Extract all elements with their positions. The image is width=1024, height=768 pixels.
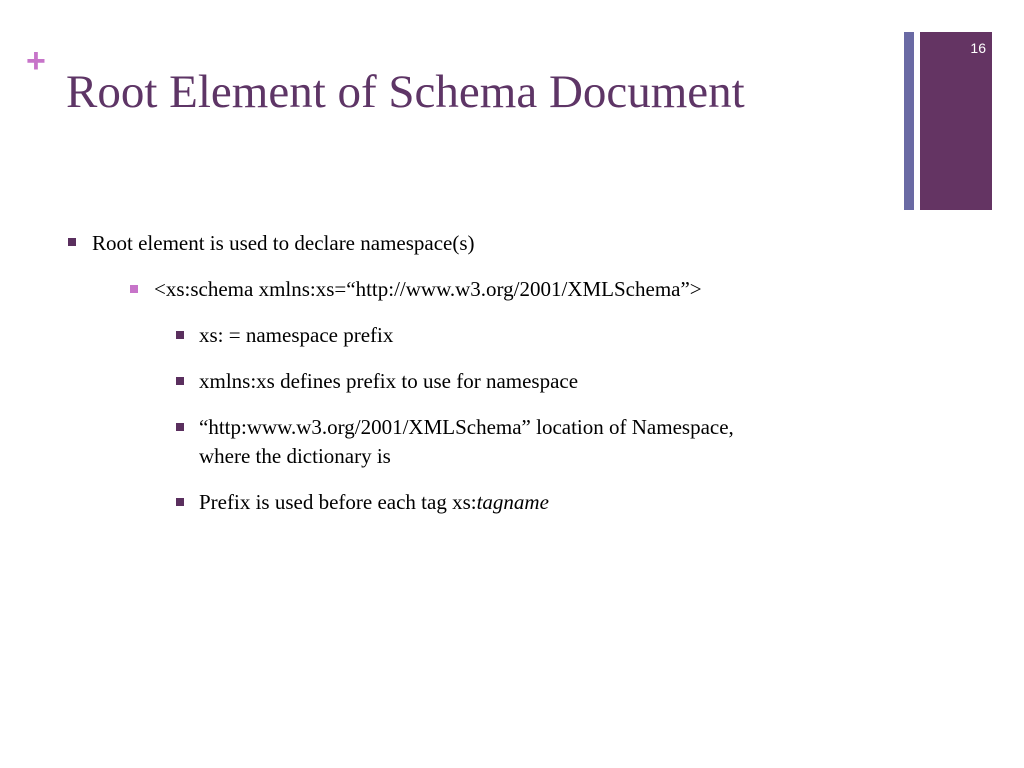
bullet-item-level1	[92, 228, 475, 258]
slide-number: 16	[970, 40, 986, 56]
bullet-text: xmlns:xs defines prefix to use for namespace	[199, 369, 579, 393]
bullet-item-level3-continuation	[199, 441, 391, 471]
bullet-square-icon	[130, 285, 138, 293]
bullet-text: Root element is used to declare namespace(s)	[92, 231, 475, 255]
bullet-square-icon	[176, 377, 184, 385]
bullet-item-level3	[199, 366, 578, 396]
accent-block	[920, 32, 992, 210]
bullet-text: <xs:schema xmlns:xs=“http://www.w3.org/2001/XMLSchema”>	[154, 277, 702, 301]
slide-title: Root Element of Schema Document	[66, 66, 745, 118]
bullet-text-italic: tagname	[476, 490, 549, 514]
bullet-item-level3	[199, 487, 549, 517]
bullet-square-icon	[176, 498, 184, 506]
bullet-item-level3	[199, 412, 734, 442]
bullet-text-line2: where the dictionary is	[199, 444, 391, 468]
bullet-text: xs: = namespace prefix	[199, 323, 394, 347]
bullet-square-icon	[176, 423, 184, 431]
bullet-item-level3	[199, 320, 393, 350]
accent-bar-thin	[904, 32, 914, 210]
bullet-text-line1: “http:www.w3.org/2001/XMLSchema” location of Namespace,	[199, 415, 734, 439]
bullet-item-level2	[154, 274, 702, 304]
bullet-square-icon	[176, 331, 184, 339]
plus-icon: +	[26, 42, 46, 80]
bullet-square-icon	[68, 238, 76, 246]
bullet-text: Prefix is used before each tag xs:	[199, 490, 477, 514]
